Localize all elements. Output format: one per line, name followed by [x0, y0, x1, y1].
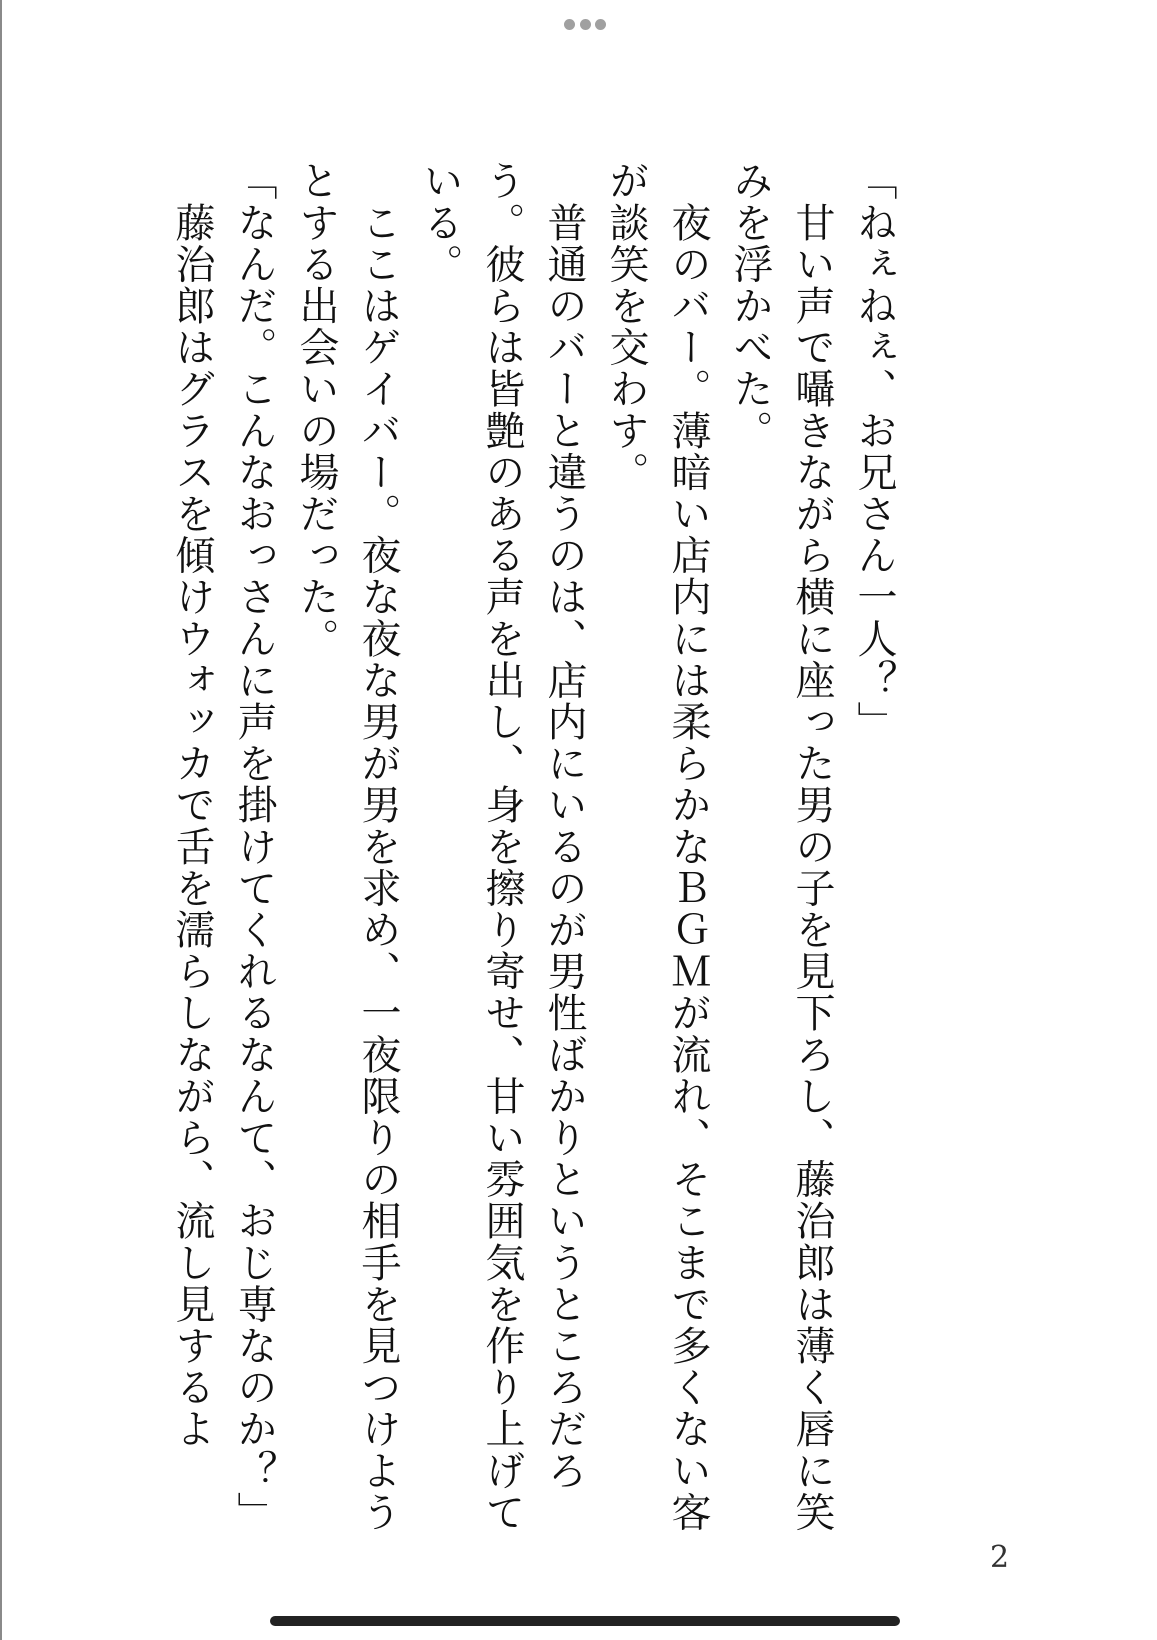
reader-text-area[interactable]	[169, 160, 905, 1540]
page-edge-line	[0, 0, 2, 1640]
paragraph: 「ねぇねぇ、お兄さん一人？」	[851, 160, 897, 743]
paragraph: 夜のバー。薄暗い店内には柔らかなＢＧＭが流れ、そこまで多くない客が談笑を交わす。	[603, 160, 711, 1533]
paragraph: 普通のバーと違うのは、店内にいるのが男性ばかりというところだろう。彼らは皆艶のある声を出し、身を擦り寄せ、甘い雰囲気を作り上げている。	[417, 160, 587, 1533]
dot-icon	[595, 19, 606, 30]
paragraph: 甘い声で囁きながら横に座った男の子を見下ろし、藤治郎は薄く唇に笑みを浮かべた。	[727, 160, 835, 1533]
dot-icon	[580, 19, 591, 30]
page-number: 2	[990, 1540, 1010, 1575]
paragraph: ここはゲイバー。夜な夜な男が男を求め、一夜限りの相手を見つけようとする出会いの場だった。	[293, 160, 401, 1533]
more-options-icon[interactable]	[564, 17, 606, 31]
dot-icon	[564, 19, 575, 30]
paragraph: 藤治郎はグラスを傾けウォッカで舌を濡らしながら、流し見するよ	[169, 160, 215, 1450]
home-indicator[interactable]	[270, 1616, 900, 1626]
paragraph: 「なんだ。こんなおっさんに声を掛けてくれるなんて、おじ専なのか？」	[231, 160, 277, 1533]
